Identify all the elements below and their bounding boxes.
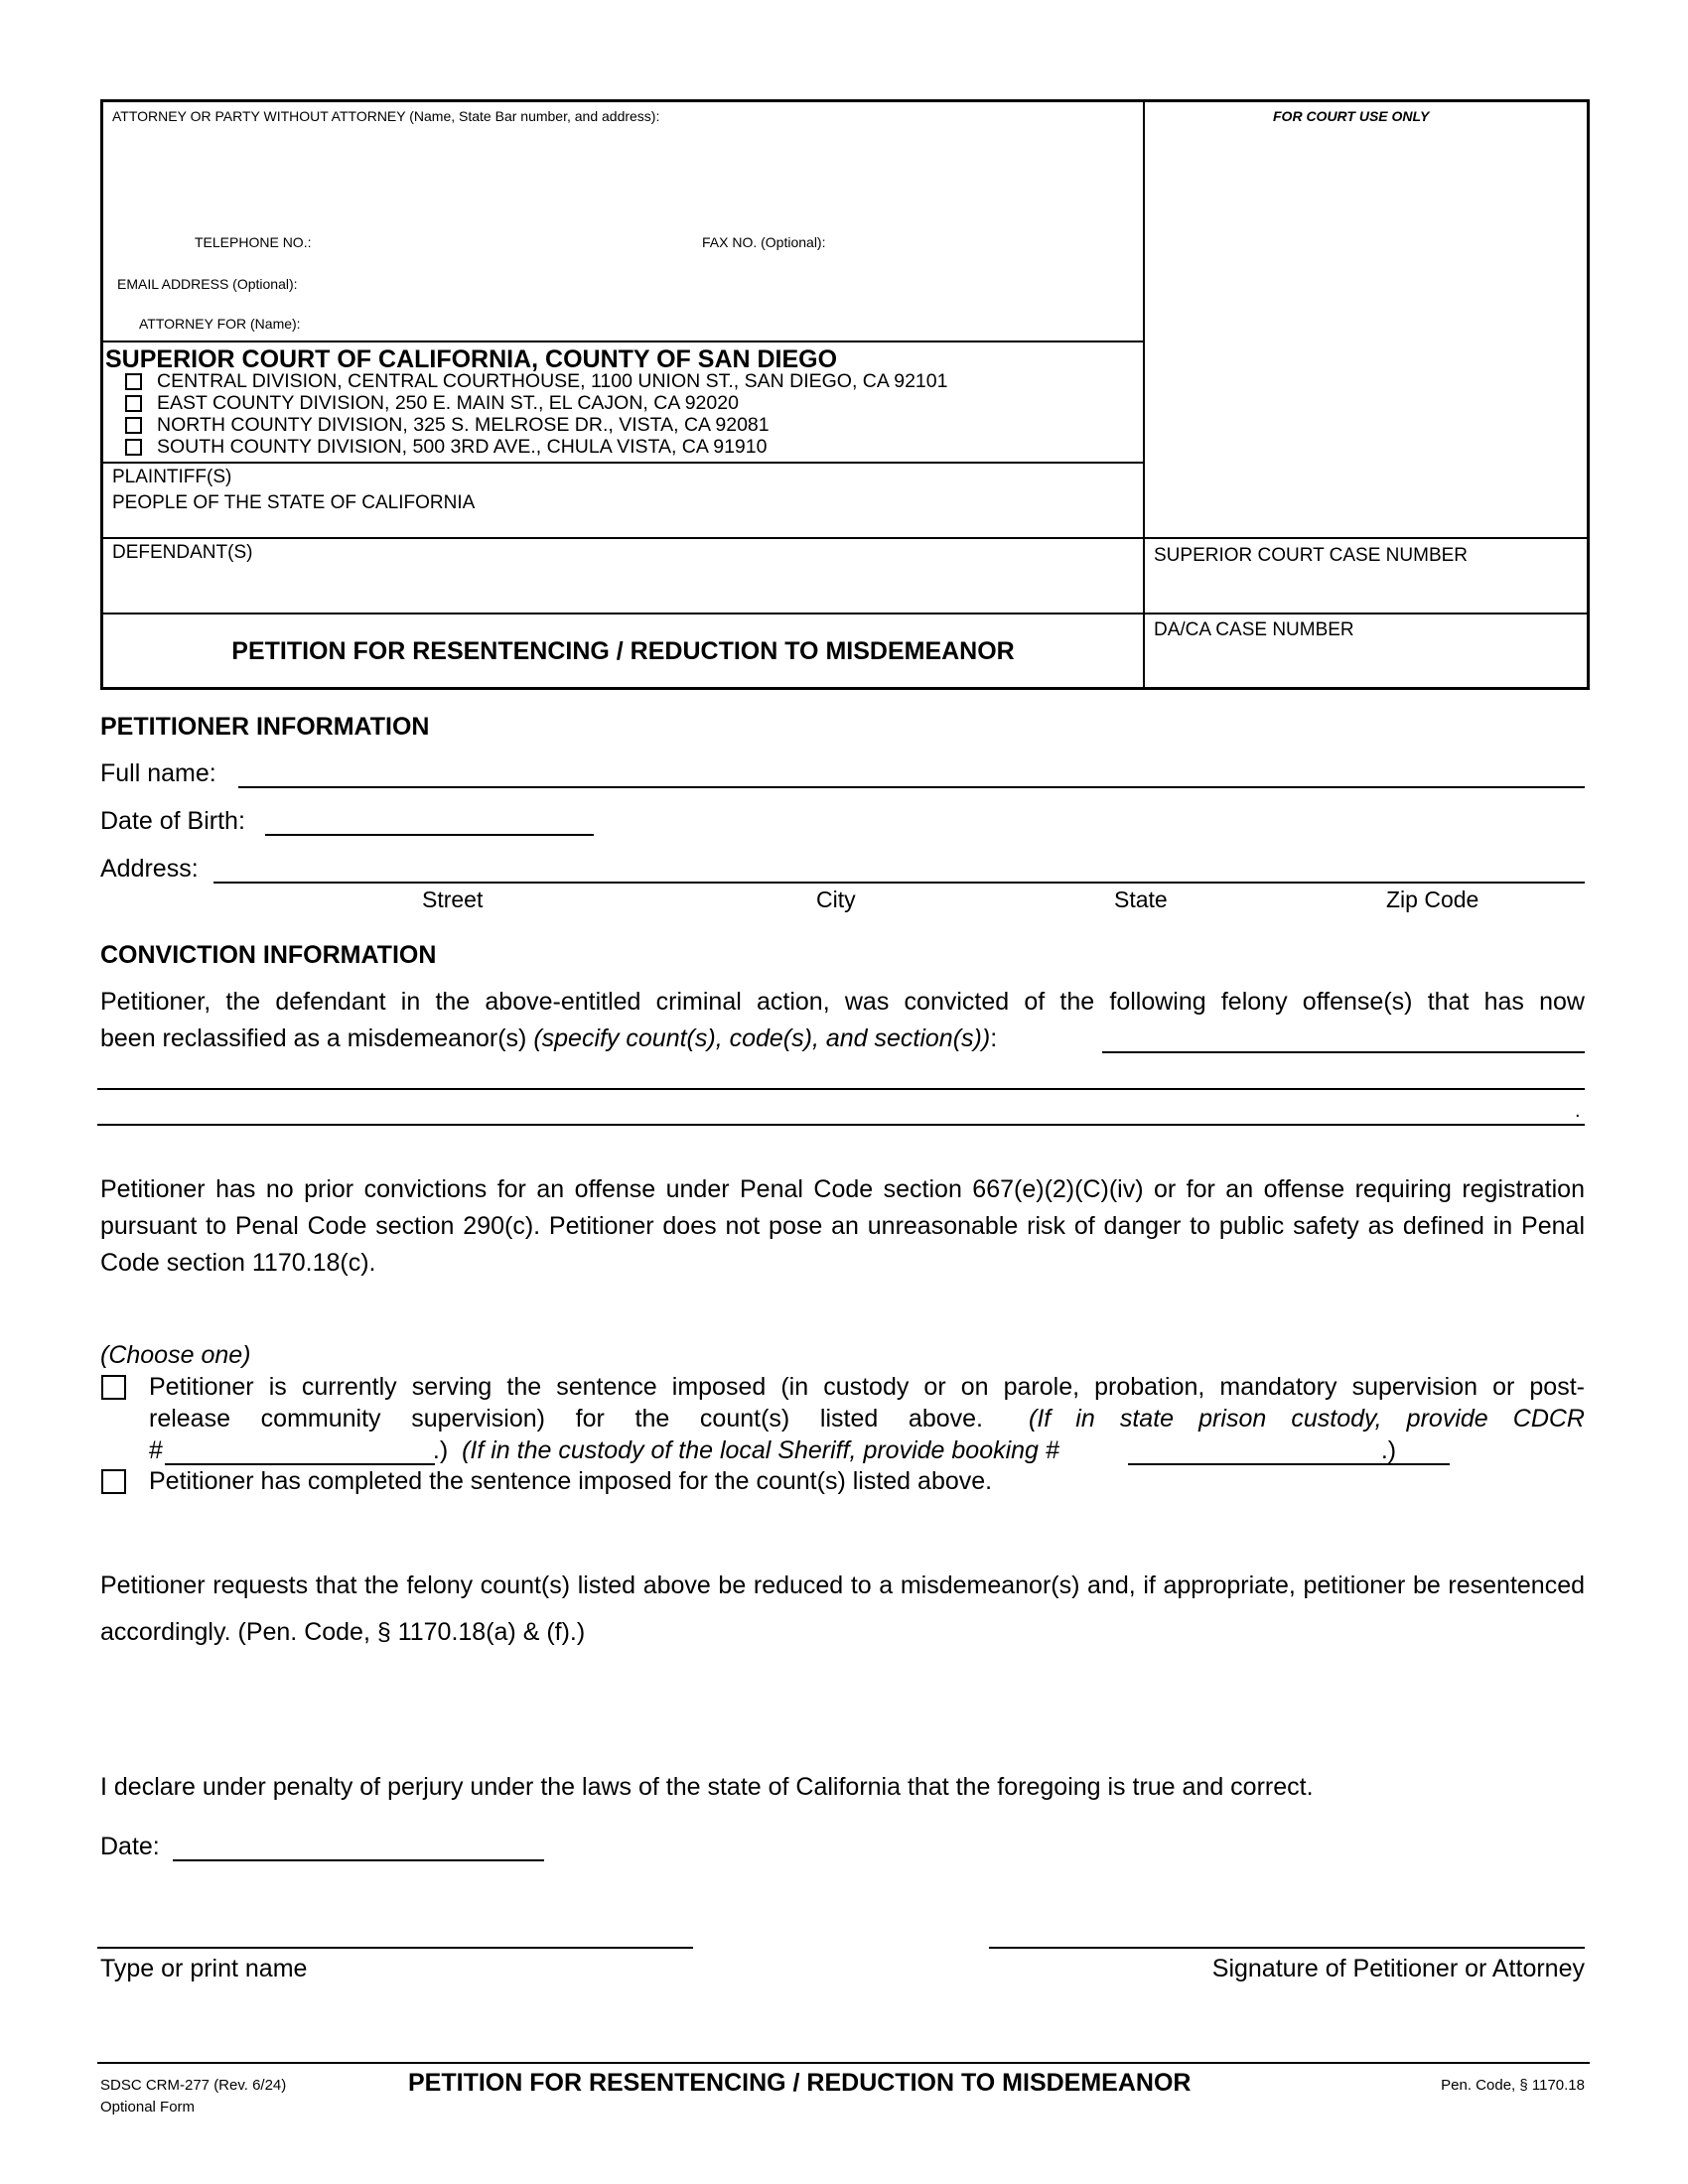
petitioner-heading: PETITIONER INFORMATION: [100, 713, 430, 741]
option-completed-checkbox[interactable]: [101, 1469, 126, 1494]
request-paragraph: Petitioner requests that the felony count(s) listed above be reduced to a misdemeanor(s) and, if appropriate, petitioner be resentenced accordingly. (Pen. Code, § 1170.18(a) & (f).): [100, 1571, 1585, 1646]
dob-field[interactable]: [265, 834, 594, 836]
fax-label: FAX NO. (Optional):: [702, 234, 826, 250]
division-checkbox[interactable]: [125, 373, 142, 390]
caption-vertical-divider: [1143, 102, 1145, 690]
dob-label: Date of Birth:: [100, 807, 245, 835]
conviction-field-line3[interactable]: [97, 1124, 1585, 1126]
address-field[interactable]: [213, 882, 1585, 884]
address-city-label: City: [816, 887, 856, 912]
declaration-text: I declare under penalty of perjury under the laws of the state of California that the foregoing is true and correct.: [100, 1773, 1314, 1801]
attorney-for-label: ATTORNEY FOR (Name):: [139, 316, 301, 332]
footer-rule: [97, 2062, 1590, 2064]
option-serving-line3-b: .): [432, 1436, 463, 1464]
divider: [103, 341, 1143, 342]
caption-title: PETITION FOR RESENTENCING / REDUCTION TO MISDEMEANOR: [231, 637, 1015, 665]
option-serving-line3: [149, 1436, 1396, 1465]
plaintiff-label: PLAINTIFF(S): [112, 467, 232, 487]
option-serving-line2-b: (If in state prison custody, provide CDCR: [1029, 1405, 1585, 1433]
full-name-label: Full name:: [100, 759, 216, 787]
optional-form-label: Optional Form: [100, 2099, 196, 2116]
court-name: SUPERIOR COURT OF CALIFORNIA, COUNTY OF SAN DIEGO: [105, 345, 838, 373]
conviction-text-line1: Petitioner, the defendant in the above-entitled criminal action, was convicted of the following felony offense(s) that has now: [100, 988, 1585, 1016]
division-label: SOUTH COUNTY DIVISION, 500 3RD AVE., CHULA VISTA, CA 91910: [157, 436, 768, 458]
plaintiff-value: PEOPLE OF THE STATE OF CALIFORNIA: [112, 492, 476, 513]
option-serving-line1: Petitioner is currently serving the sentence imposed (in custody or on parole, probation, mandatory supervision or post-: [149, 1373, 1585, 1401]
conviction-period: .: [1575, 1100, 1581, 1122]
division-checkbox[interactable]: [125, 417, 142, 434]
option-serving-sheriff-hint: (If in the custody of the local Sheriff, provide booking #: [462, 1436, 1059, 1464]
caption-box: [100, 99, 1590, 690]
signature-label: Signature of Petitioner or Attorney: [1211, 1955, 1585, 1982]
conviction-specify-hint: (specify count(s), code(s), and section(s)): [533, 1024, 991, 1052]
no-priors-paragraph: Petitioner has no prior convictions for an offense under Penal Code section 667(e)(2)(C)(iv) or for an offense requiring registration pursuant to Penal Code section 290(c). Petitioner does not pose an unreasonable risk of danger to public safety as defined in Penal Code section 1170.18(c).: [100, 1175, 1585, 1277]
conviction-field-line1[interactable]: [1102, 1051, 1585, 1053]
address-state-label: State: [1114, 887, 1168, 912]
division-checkbox[interactable]: [125, 439, 142, 456]
option-serving-line2-a: release community supervision) for the count(s) listed above.: [149, 1405, 983, 1433]
address-zip-label: Zip Code: [1386, 887, 1479, 912]
conviction-text-line2: [100, 1024, 997, 1053]
print-name-field[interactable]: [97, 1947, 693, 1949]
address-street-label: Street: [422, 887, 484, 912]
case-number-label: SUPERIOR COURT CASE NUMBER: [1154, 545, 1469, 566]
option-serving-checkbox[interactable]: [101, 1375, 126, 1400]
email-label: EMAIL ADDRESS (Optional):: [117, 276, 298, 292]
division-label: EAST COUNTY DIVISION, 250 E. MAIN ST., EL CAJON, CA 92020: [157, 392, 739, 414]
attorney-label: ATTORNEY OR PARTY WITHOUT ATTORNEY (Name, State Bar number, and address):: [112, 108, 660, 124]
divider: [103, 613, 1590, 614]
telephone-label: TELEPHONE NO.:: [195, 234, 312, 250]
address-label: Address:: [100, 855, 199, 883]
division-checkbox[interactable]: [125, 395, 142, 412]
signature-field[interactable]: [989, 1947, 1585, 1949]
option-serving-line2: [149, 1405, 1585, 1433]
divider: [103, 462, 1143, 464]
option-serving-line3-d: .): [1380, 1436, 1397, 1464]
defendant-label: DEFENDANT(S): [112, 542, 253, 563]
date-label: Date:: [100, 1833, 160, 1860]
print-name-label: Type or print name: [100, 1955, 308, 1982]
full-name-field[interactable]: [238, 786, 1585, 788]
cdcr-number-field[interactable]: [165, 1463, 435, 1465]
booking-number-field[interactable]: [1128, 1463, 1450, 1465]
form-id: SDSC CRM-277 (Rev. 6/24): [100, 2077, 287, 2094]
date-field[interactable]: [173, 1859, 544, 1861]
choose-one-label: (Choose one): [100, 1341, 251, 1369]
divider: [103, 537, 1590, 539]
conviction-text-line2-c: :: [990, 1024, 998, 1052]
conviction-text-line2-a: been reclassified as a misdemeanor(s): [100, 1024, 534, 1052]
da-ca-case-number-label: DA/CA CASE NUMBER: [1154, 619, 1354, 640]
cdcr-hash: #: [149, 1436, 163, 1464]
footer-title: PETITION FOR RESENTENCING / REDUCTION TO MISDEMEANOR: [408, 2069, 1192, 2097]
division-label: CENTRAL DIVISION, CENTRAL COURTHOUSE, 1100 UNION ST., SAN DIEGO, CA 92101: [157, 370, 948, 392]
footer-pen-code: Pen. Code, § 1170.18: [1441, 2077, 1585, 2094]
court-use-label: FOR COURT USE ONLY: [1273, 108, 1430, 124]
option-completed-label: Petitioner has completed the sentence imposed for the count(s) listed above.: [149, 1467, 993, 1495]
conviction-field-line2[interactable]: [97, 1088, 1585, 1090]
conviction-heading: CONVICTION INFORMATION: [100, 941, 437, 969]
division-label: NORTH COUNTY DIVISION, 325 S. MELROSE DR., VISTA, CA 92081: [157, 414, 770, 436]
